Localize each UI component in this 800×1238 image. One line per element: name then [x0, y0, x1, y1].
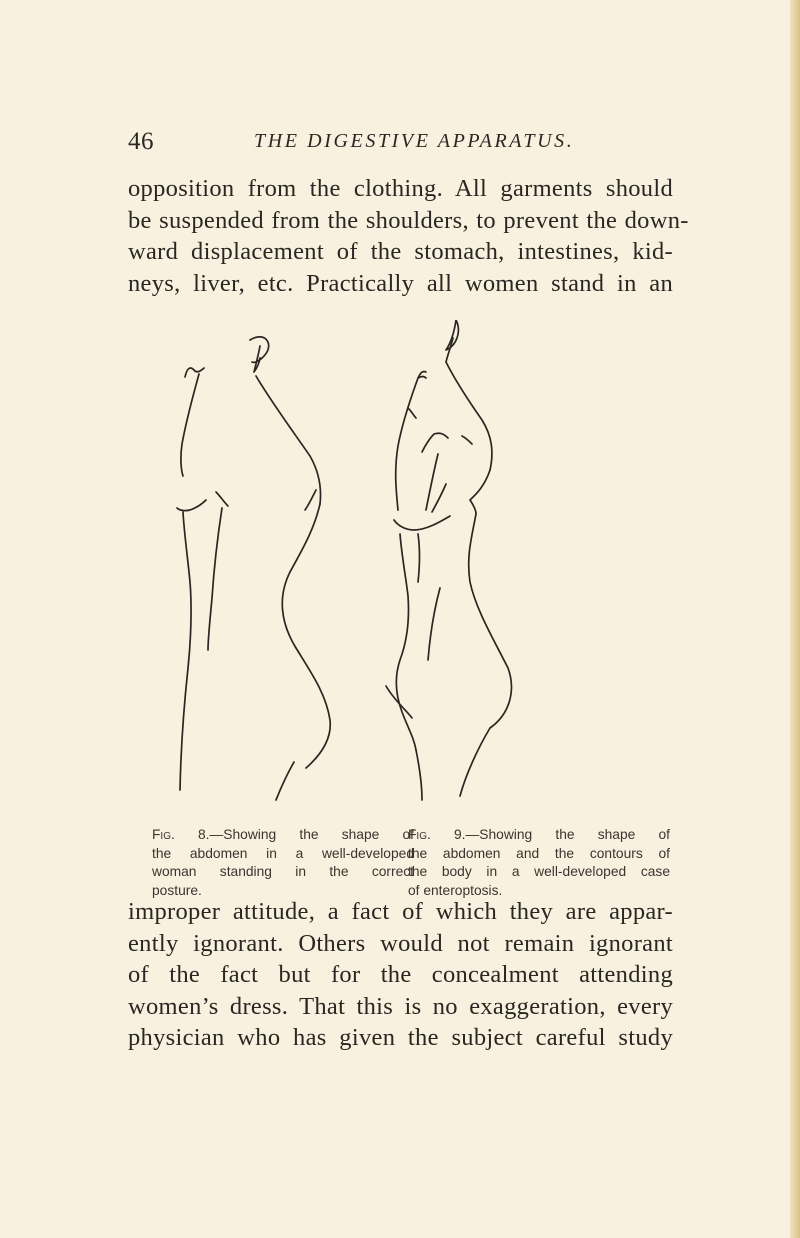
- caption-line: of enteroptosis.: [408, 882, 503, 898]
- text-line: physician who has given the subject careful study: [128, 1024, 673, 1051]
- running-head: THE DIGESTIVE APPARATUS.: [254, 130, 575, 152]
- figure-9-caption: [408, 826, 670, 900]
- text-line: of the fact but for the concealment attending: [128, 961, 673, 988]
- caption-line: the abdomen and the contours of: [408, 845, 670, 861]
- paragraph-top: [128, 173, 689, 299]
- caption-line: [152, 826, 414, 845]
- page-edge: [790, 0, 800, 1238]
- figure-9-label: Fig. 9.: [408, 827, 466, 842]
- text-line: opposition from the clothing. All garments should: [128, 175, 673, 202]
- caption-line: woman standing in the correct: [152, 864, 414, 879]
- page-header: [128, 128, 668, 162]
- text-line: ward displacement of the stomach, intestines, kid-: [128, 238, 673, 265]
- figures-illustration: [150, 320, 650, 820]
- text-line: be suspended from the shoulders, to prevent the down-: [128, 206, 689, 234]
- caption-line: [408, 826, 670, 845]
- paragraph-bottom: [128, 896, 673, 1054]
- text-line: neys, liver, etc. Practically all women stand in an: [128, 269, 673, 297]
- text-line: ently ignorant. Others would not remain ignorant: [128, 929, 673, 957]
- caption-text: —Showing the shape of: [465, 827, 670, 842]
- figure-8-label: Fig. 8.: [152, 827, 210, 842]
- figure-9-outline: [386, 320, 511, 800]
- caption-line: posture.: [152, 882, 202, 898]
- figure-8-caption: [152, 826, 414, 900]
- body-outline-figures: [150, 320, 650, 820]
- text-line: women’s dress. That this is no exaggeration, every: [128, 992, 673, 1020]
- text-line: improper attitude, a fact of which they are appar-: [128, 898, 673, 925]
- caption-text: —Showing the shape of: [209, 827, 414, 842]
- figure-8-outline: [177, 337, 330, 800]
- caption-line: the abdomen in a well-developed: [152, 845, 414, 861]
- page-number: 46: [128, 128, 154, 155]
- caption-line: the body in a well-developed case: [408, 864, 670, 879]
